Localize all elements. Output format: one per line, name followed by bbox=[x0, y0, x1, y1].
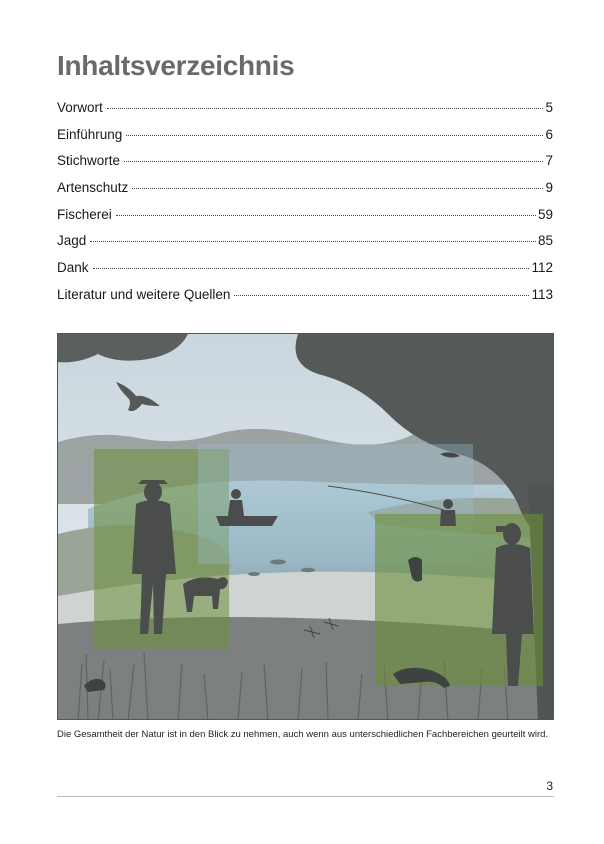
toc-entry-page: 6 bbox=[545, 126, 553, 142]
dot-leader bbox=[116, 215, 536, 216]
landscape-scene bbox=[58, 334, 554, 720]
toc-entry-page: 112 bbox=[531, 260, 553, 276]
dot-leader bbox=[132, 188, 543, 189]
toc-entry-page: 7 bbox=[545, 153, 553, 169]
nature-illustration bbox=[57, 333, 554, 720]
toc-entry-label: Einführung bbox=[57, 126, 123, 142]
toc-entry-label: Artenschutz bbox=[57, 180, 129, 196]
toc-entry-page: 59 bbox=[537, 206, 553, 222]
dot-leader bbox=[234, 295, 529, 296]
footer-divider bbox=[57, 796, 554, 797]
dot-leader bbox=[93, 268, 530, 269]
toc-entry[interactable] bbox=[57, 260, 553, 287]
dot-leader bbox=[90, 241, 536, 242]
page-title: Inhaltsverzeichnis bbox=[57, 50, 295, 81]
figure-caption: Die Gesamtheit der Natur ist in den Blick zu nehmen, auch wenn aus unterschiedlichen Fachbereichen geurteilt wird. bbox=[57, 729, 549, 740]
dot-leader bbox=[124, 161, 543, 162]
toc-entry[interactable] bbox=[57, 100, 553, 127]
toc-entry[interactable] bbox=[57, 153, 553, 180]
toc-entry-label: Literatur und weitere Quellen bbox=[57, 286, 231, 302]
page-number: 3 bbox=[546, 779, 553, 793]
toc-entry[interactable] bbox=[57, 207, 553, 234]
toc-entry-label: Stichworte bbox=[57, 153, 121, 169]
toc-entry-page: 9 bbox=[545, 180, 553, 196]
dot-leader bbox=[126, 135, 543, 136]
toc-entry-page: 85 bbox=[537, 233, 553, 249]
boat bbox=[216, 516, 278, 526]
toc-entry-page: 113 bbox=[531, 286, 553, 302]
toc-entry-label: Dank bbox=[57, 260, 89, 276]
toc-entry[interactable] bbox=[57, 233, 553, 260]
toc-entry[interactable] bbox=[57, 287, 553, 314]
dot-leader bbox=[107, 108, 544, 109]
toc-entry-label: Vorwort bbox=[57, 100, 103, 115]
table-of-contents bbox=[57, 100, 553, 314]
toc-entry-label: Fischerei bbox=[57, 206, 112, 222]
toc-entry-page: 5 bbox=[545, 100, 553, 115]
toc-entry[interactable] bbox=[57, 180, 553, 207]
toc-entry-label: Jagd bbox=[57, 233, 87, 249]
toc-entry[interactable] bbox=[57, 127, 553, 154]
